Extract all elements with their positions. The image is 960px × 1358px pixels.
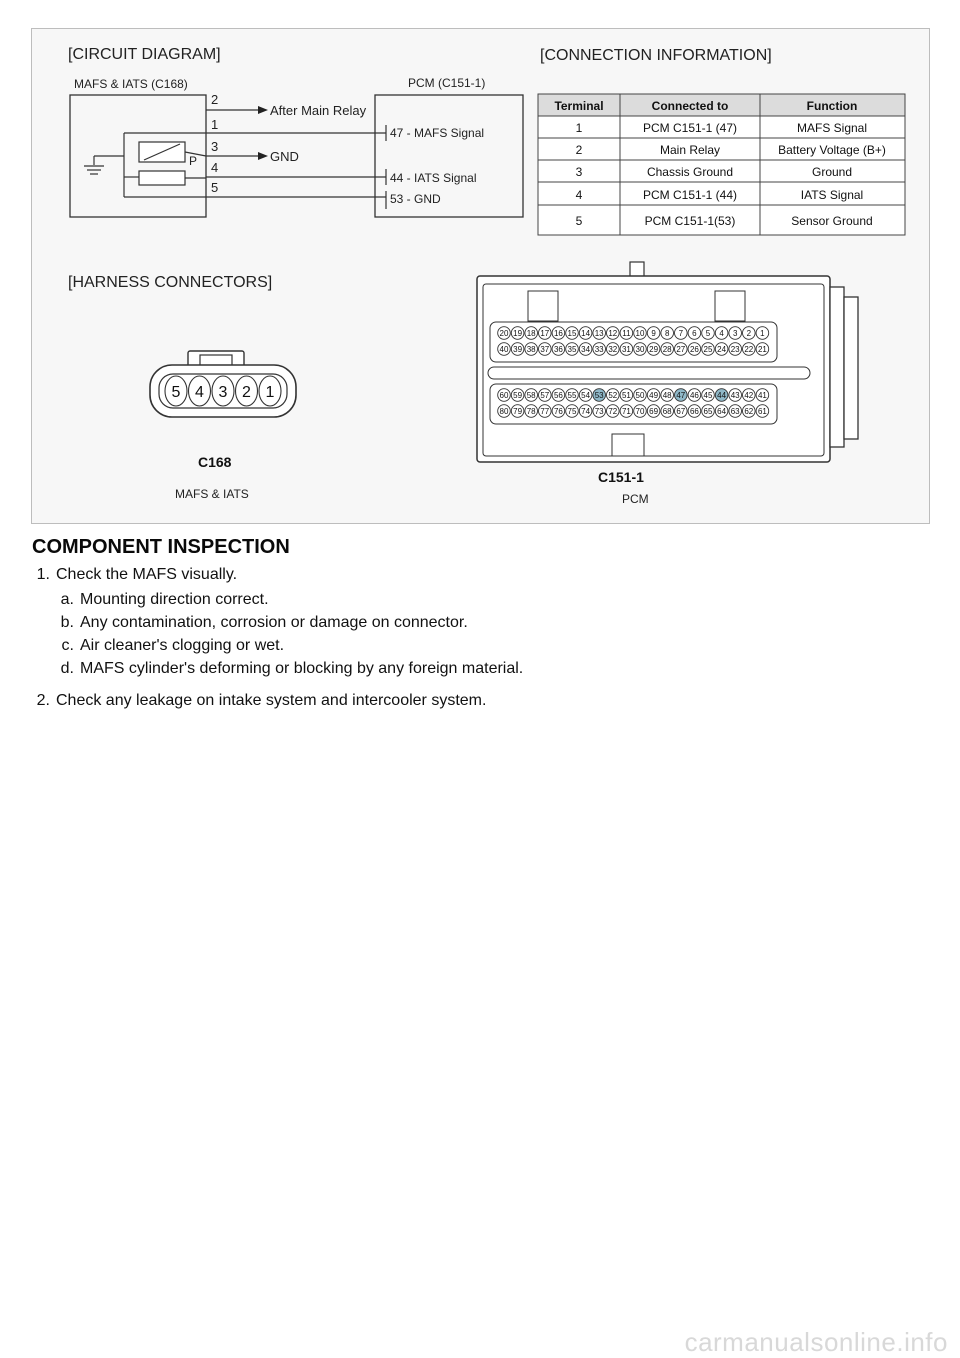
c151-pin-number: 49 xyxy=(649,391,659,400)
table-cell: Ground xyxy=(811,165,853,179)
c151-pin-number: 38 xyxy=(526,345,536,354)
c151-pin-number: 11 xyxy=(622,329,631,338)
c168-pin-number: 5 xyxy=(171,384,181,401)
c151-pin-number: 70 xyxy=(635,407,645,416)
table-cell: 3 xyxy=(575,165,583,179)
c151-pin-number: 71 xyxy=(621,407,631,416)
table-cell: PCM C151-1 (47) xyxy=(642,121,738,135)
c151-pin-number: 66 xyxy=(689,407,699,416)
c151-pin-number: 7 xyxy=(678,329,684,338)
c151-pin-number: 28 xyxy=(662,345,672,354)
c151-pin-number: 48 xyxy=(662,391,672,400)
c151-pin-number: 40 xyxy=(499,345,509,354)
table-cell: Battery Voltage (B+) xyxy=(778,143,886,157)
c151-pin-number: 42 xyxy=(744,391,754,400)
harness-heading: [HARNESS CONNECTORS] xyxy=(68,274,273,291)
c151-pin-number: 39 xyxy=(513,345,523,354)
c151-label: C151-1 xyxy=(598,469,644,485)
circuit-heading: [CIRCUIT DIAGRAM] xyxy=(68,46,221,63)
c168-connector xyxy=(150,351,296,417)
c151-pin-number: 16 xyxy=(553,329,563,338)
c151-pin-number: 72 xyxy=(608,407,618,416)
table-cell: Sensor Ground xyxy=(791,214,873,228)
substep-text: MAFS cylinder's deforming or blocking by any foreign material. xyxy=(80,660,524,677)
c151-pin-number: 37 xyxy=(540,345,550,354)
ground-icon xyxy=(84,166,104,174)
c151-pin-number: 59 xyxy=(513,391,523,400)
gnd-label: GND xyxy=(270,149,299,164)
step-2 xyxy=(28,692,486,710)
table-cell: 5 xyxy=(575,214,583,228)
thermistor-element xyxy=(139,171,185,185)
table-cell: PCM C151-1(53) xyxy=(644,214,736,228)
table-cell: IATS Signal xyxy=(800,188,864,202)
step-number: 1. xyxy=(36,566,50,583)
table-cell: Main Relay xyxy=(659,143,721,157)
c151-pin-number: 77 xyxy=(540,407,550,416)
c151-pin-number: 78 xyxy=(526,407,536,416)
c151-pin-number: 1 xyxy=(760,329,765,338)
pcm-pin-47: 47 - MAFS Signal xyxy=(390,126,485,140)
substep-c xyxy=(54,637,284,655)
section-title: COMPONENT INSPECTION xyxy=(32,536,290,558)
c151-pin-number: 50 xyxy=(635,391,645,400)
circuit-pin-4: 4 xyxy=(211,160,219,175)
circuit-right-label: PCM (C151-1) xyxy=(408,76,486,90)
c151-pin-number: 76 xyxy=(553,407,563,416)
c151-pin-number: 13 xyxy=(594,329,604,338)
table-cell: PCM C151-1 (44) xyxy=(642,188,738,202)
step-text: Check any leakage on intake system and intercooler system. xyxy=(56,692,487,709)
substep-d xyxy=(54,660,523,678)
c151-pin-number: 44 xyxy=(717,391,727,400)
c168-pin-number: 1 xyxy=(265,384,275,401)
c151-pin-number: 24 xyxy=(717,345,727,354)
circuit-left-label: MAFS & IATS (C168) xyxy=(74,77,188,91)
c151-pin-number: 2 xyxy=(746,329,752,338)
substep-number: b. xyxy=(60,614,74,631)
p-label: P xyxy=(189,154,198,168)
c151-pin-number: 56 xyxy=(553,391,563,400)
c151-pin-number: 10 xyxy=(635,329,645,338)
wiring-figure xyxy=(31,28,930,524)
circuit-pin-1: 1 xyxy=(211,117,219,132)
c151-pin-number: 3 xyxy=(732,329,738,338)
c151-pin-number: 32 xyxy=(608,345,618,354)
c151-pin-number: 60 xyxy=(499,391,509,400)
step-1 xyxy=(28,566,237,584)
c151-pin-number: 61 xyxy=(757,407,767,416)
c151-pin-number: 17 xyxy=(540,329,550,338)
pcm-pin-44: 44 - IATS Signal xyxy=(390,171,477,185)
circuit-pin-3: 3 xyxy=(211,139,219,154)
c151-pin-number: 27 xyxy=(676,345,686,354)
c151-pin-number: 46 xyxy=(689,391,699,400)
table-cell: 2 xyxy=(575,143,583,157)
after-main-relay-label: After Main Relay xyxy=(270,103,367,118)
table-cell: Chassis Ground xyxy=(646,165,734,179)
c151-pin-number: 23 xyxy=(730,345,740,354)
c168-pin-number: 3 xyxy=(218,384,228,401)
c151-pin-number: 62 xyxy=(744,407,754,416)
c151-connector xyxy=(477,262,858,462)
c151-pin-number: 21 xyxy=(757,345,767,354)
connection-table xyxy=(538,94,905,235)
substep-number: a. xyxy=(60,591,74,608)
c151-pin-number: 55 xyxy=(567,391,577,400)
c151-pin-number: 22 xyxy=(744,345,754,354)
c151-pin-number: 14 xyxy=(581,329,591,338)
c151-pin-number: 51 xyxy=(621,391,631,400)
c151-pin-number: 69 xyxy=(649,407,659,416)
c151-pin-number: 41 xyxy=(757,391,767,400)
c151-pin-number: 80 xyxy=(499,407,509,416)
substep-b xyxy=(54,614,468,632)
c151-pin-number: 6 xyxy=(692,329,697,338)
c151-pin-number: 36 xyxy=(553,345,563,354)
c151-pin-number: 73 xyxy=(594,407,604,416)
c151-pin-number: 67 xyxy=(676,407,686,416)
arrow-icon xyxy=(258,152,268,160)
c151-pin-number: 52 xyxy=(608,391,618,400)
c168-pin-number: 2 xyxy=(242,384,251,401)
table-cell: 4 xyxy=(575,188,583,202)
c151-pin-number: 18 xyxy=(526,329,536,338)
circuit-pin-5: 5 xyxy=(211,180,219,195)
substep-a xyxy=(54,591,269,609)
c151-pin-number: 47 xyxy=(676,391,686,400)
c151-pin-number: 43 xyxy=(730,391,740,400)
table-header: Function xyxy=(806,99,858,113)
c151-pin-number: 58 xyxy=(526,391,536,400)
c151-pin-number: 75 xyxy=(567,407,577,416)
substep-text: Any contamination, corrosion or damage on connector. xyxy=(80,614,468,631)
c151-pin-number: 35 xyxy=(567,345,577,354)
c151-pin-number: 74 xyxy=(581,407,591,416)
circuit-pin-2: 2 xyxy=(211,92,219,107)
c168-pin-number: 4 xyxy=(195,384,204,401)
c151-pin-number: 8 xyxy=(664,329,670,338)
c151-pin-number: 79 xyxy=(513,407,523,416)
table-header: Connected to xyxy=(651,99,729,113)
c151-pin-number: 68 xyxy=(662,407,672,416)
c151-pin-number: 57 xyxy=(540,391,550,400)
table-header: Terminal xyxy=(554,99,604,113)
c151-pin-number: 20 xyxy=(499,329,509,338)
c151-pin-number: 19 xyxy=(513,329,523,338)
c151-pin-number: 29 xyxy=(649,345,659,354)
step-number: 2. xyxy=(36,692,50,709)
c151-pin-number: 34 xyxy=(581,345,591,354)
watermark-logo: carmanualsonline.info xyxy=(684,1327,948,1357)
c151-pin-number: 65 xyxy=(703,407,713,416)
c151-sublabel: PCM xyxy=(622,492,649,506)
c151-pin-number: 30 xyxy=(635,345,645,354)
c168-sublabel: MAFS & IATS xyxy=(175,487,249,501)
table-cell: MAFS Signal xyxy=(796,121,868,135)
step-text: Check the MAFS visually. xyxy=(56,566,238,583)
arrow-icon xyxy=(258,106,268,114)
c151-pin-number: 5 xyxy=(705,329,711,338)
c151-pin-number: 31 xyxy=(621,345,631,354)
c151-pin-number: 45 xyxy=(703,391,713,400)
c151-pin-number: 25 xyxy=(703,345,713,354)
c151-pin-number: 54 xyxy=(581,391,591,400)
substep-text: Air cleaner's clogging or wet. xyxy=(80,637,285,654)
table-cell: 1 xyxy=(575,121,583,135)
connection-heading: [CONNECTION INFORMATION] xyxy=(540,47,772,64)
substep-number: d. xyxy=(60,660,74,677)
c151-pin-number: 63 xyxy=(730,407,740,416)
c168-label: C168 xyxy=(198,454,232,470)
c151-pin-number: 64 xyxy=(717,407,727,416)
c151-pin-number: 9 xyxy=(651,329,656,338)
substep-text: Mounting direction correct. xyxy=(80,591,269,608)
c151-pin-number: 33 xyxy=(594,345,604,354)
c151-pin-number: 15 xyxy=(567,329,577,338)
c151-pin-number: 4 xyxy=(719,329,724,338)
c151-pin-number: 26 xyxy=(689,345,699,354)
substep-number: c. xyxy=(61,637,74,654)
sensor-box xyxy=(70,95,206,217)
c151-pin-number: 12 xyxy=(608,329,618,338)
pcm-pin-53: 53 - GND xyxy=(390,192,441,206)
c151-pin-number: 53 xyxy=(594,391,604,400)
